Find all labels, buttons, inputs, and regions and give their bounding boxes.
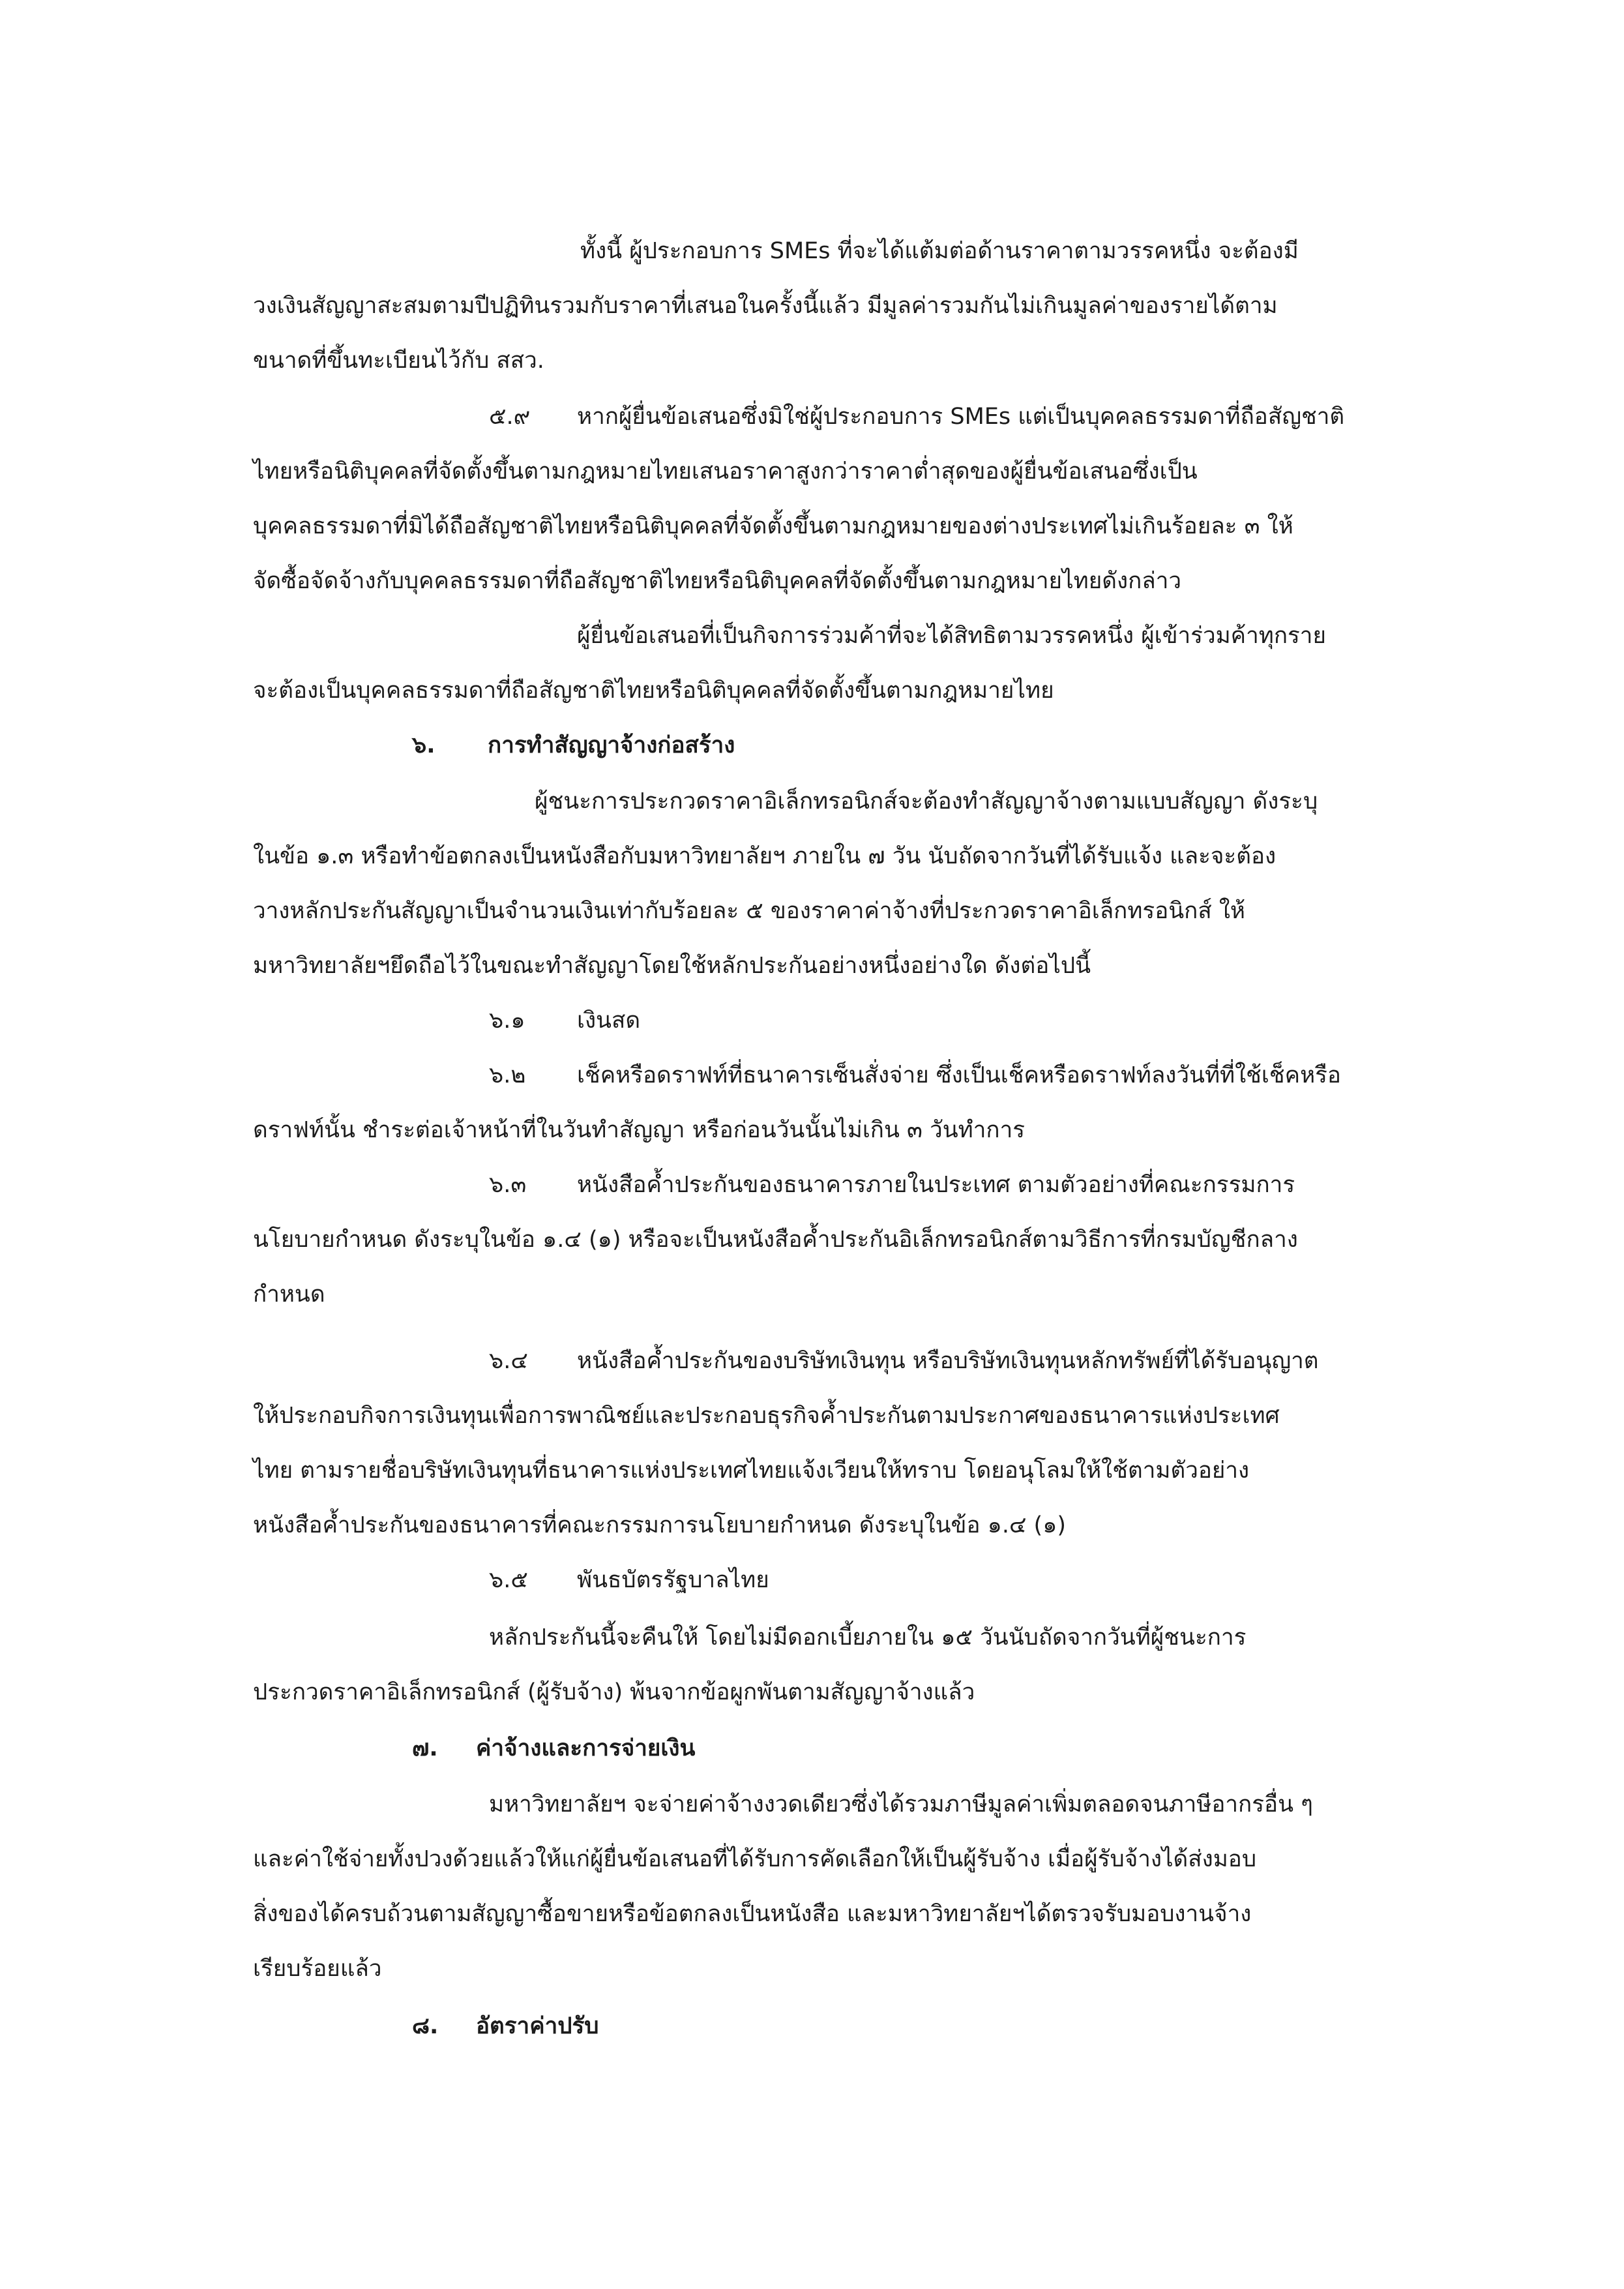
section-6-line-1: ผู้ชนะการประกวดราคาอิเล็กทรอนิกส์จะต้องทำสัญญาจ้างตามแบบสัญญา ดังระบุ	[535, 788, 1318, 815]
item-6-2-number: ๖.๒	[489, 1062, 526, 1088]
section-7-line-4: เรียบร้อยแล้ว	[253, 1956, 382, 1982]
clause-5-9-line-1: หากผู้ยื่นข้อเสนอซึ่งมิใช่ผู้ประกอบการ SMEs แต่เป็นบุคคลธรรมดาที่ถือสัญชาติ	[577, 404, 1345, 430]
item-6-4-line-3: ไทย ตามรายชื่อบริษัทเงินทุนที่ธนาคารแห่งประเทศไทยแจ้งเวียนให้ทราบ โดยอนุโลมให้ใช้ตามตัวอย่าง	[253, 1458, 1250, 1484]
item-6-4-number: ๖.๔	[489, 1348, 528, 1374]
sme-note-line-1: ทั้งนี้ ผู้ประกอบการ SMEs ที่จะได้แต้มต่อด้านราคาตามวรรคหนึ่ง จะต้องมี	[580, 238, 1299, 264]
clause-5-9-line-6: จะต้องเป็นบุคคลธรรมดาที่ถือสัญชาติไทยหรือนิติบุคคลที่จัดตั้งขึ้นตามกฎหมายไทย	[253, 678, 1054, 704]
item-6-3-number: ๖.๓	[489, 1172, 527, 1198]
item-6-5-text: พันธบัตรรัฐบาลไทย	[577, 1567, 769, 1593]
section-7-line-2: และค่าใช้จ่ายทั้งปวงด้วยแล้วให้แก่ผู้ยื่นข้อเสนอที่ได้รับการคัดเลือกให้เป็นผู้รับจ้าง เมื่อผู้รับจ้างได้ส่งมอบ	[253, 1846, 1257, 1872]
section-6-line-2: ในข้อ ๑.๓ หรือทำข้อตกลงเป็นหนังสือกับมหาวิทยาลัยฯ ภายใน ๗ วัน นับถัดจากวันที่ได้รับแจ้ง และจะต้อง	[253, 843, 1277, 869]
clause-5-9-line-4: จัดซื้อจัดจ้างกับบุคคลธรรมดาที่ถือสัญชาติไทยหรือนิติบุคคลที่จัดตั้งขึ้นตามกฎหมายไทยดังกล่าว	[253, 568, 1182, 594]
section-8-heading: อัตราค่าปรับ	[476, 2013, 599, 2039]
section-6-heading: การทำสัญญาจ้างก่อสร้าง	[488, 732, 735, 758]
guarantee-return-line-2: ประกวดราคาอิเล็กทรอนิกส์ (ผู้รับจ้าง) พ้นจากข้อผูกพันตามสัญญาจ้างแล้ว	[253, 1679, 975, 1705]
item-6-3-line-2: นโยบายกำหนด ดังระบุในข้อ ๑.๔ (๑) หรือจะเป็นหนังสือค้ำประกันอิเล็กทรอนิกส์ตามวิธีการที่กรมบัญชีกลาง	[253, 1227, 1298, 1253]
clause-5-9-line-3: บุคคลธรรมดาที่มิได้ถือสัญชาติไทยหรือนิติบุคคลที่จัดตั้งขึ้นตามกฎหมายของต่างประเทศไม่เกินร้อยละ ๓ ให้	[253, 513, 1293, 539]
sme-note-line-3: ขนาดที่ขึ้นทะเบียนไว้กับ สสว.	[253, 348, 544, 374]
item-6-4-line-4: หนังสือค้ำประกันของธนาคารที่คณะกรรมการนโยบายกำหนด ดังระบุในข้อ ๑.๔ (๑)	[253, 1512, 1067, 1538]
item-6-3-line-1: หนังสือค้ำประกันของธนาคารภายในประเทศ ตามตัวอย่างที่คณะกรรมการ	[577, 1172, 1295, 1198]
section-7-number: ๗.	[412, 1735, 438, 1761]
clause-5-9-line-2: ไทยหรือนิติบุคคลที่จัดตั้งขึ้นตามกฎหมายไทยเสนอราคาสูงกว่าราคาต่ำสุดของผู้ยื่นข้อเสนอซึ่งเป็น	[253, 458, 1198, 485]
item-6-2-line-1: เช็คหรือดราฟท์ที่ธนาคารเซ็นสั่งจ่าย ซึ่งเป็นเช็คหรือดราฟท์ลงวันที่ที่ใช้เช็คหรือ	[577, 1062, 1341, 1088]
clause-5-9-number: ๕.๙	[489, 404, 531, 430]
section-7-heading: ค่าจ้างและการจ่ายเงิน	[476, 1735, 696, 1761]
clause-5-9-line-5: ผู้ยื่นข้อเสนอที่เป็นกิจการร่วมค้าที่จะได้สิทธิตามวรรคหนึ่ง ผู้เข้าร่วมค้าทุกราย	[577, 623, 1326, 649]
section-6-number: ๖.	[412, 732, 436, 758]
section-7-line-1: มหาวิทยาลัยฯ จะจ่ายค่าจ้างงวดเดียวซึ่งได้รวมภาษีมูลค่าเพิ่มตลอดจนภาษีอากรอื่น ๆ	[489, 1791, 1313, 1818]
section-8-number: ๘.	[412, 2013, 439, 2039]
item-6-4-line-2: ให้ประกอบกิจการเงินทุนเพื่อการพาณิชย์และประกอบธุรกิจค้ำประกันตามประกาศของธนาคารแห่งประเทศ	[253, 1403, 1280, 1429]
guarantee-return-line-1: หลักประกันนี้จะคืนให้ โดยไม่มีดอกเบี้ยภายใน ๑๕ วันนับถัดจากวันที่ผู้ชนะการ	[489, 1624, 1247, 1651]
sme-note-line-2: วงเงินสัญญาสะสมตามปีปฏิทินรวมกับราคาที่เสนอในครั้งนี้แล้ว มีมูลค่ารวมกันไม่เกินมูลค่าของรายได้ตาม	[253, 293, 1278, 319]
item-6-1-number: ๖.๑	[489, 1008, 525, 1034]
section-7-line-3: สิ่งของได้ครบถ้วนตามสัญญาซื้อขายหรือข้อตกลงเป็นหนังสือ และมหาวิทยาลัยฯได้ตรวจรับมอบงานจ้าง	[253, 1901, 1252, 1927]
section-6-line-4: มหาวิทยาลัยฯยึดถือไว้ในขณะทำสัญญาโดยใช้หลักประกันอย่างหนึ่งอย่างใด ดังต่อไปนี้	[253, 953, 1091, 979]
item-6-4-line-1: หนังสือค้ำประกันของบริษัทเงินทุน หรือบริษัทเงินทุนหลักทรัพย์ที่ได้รับอนุญาต	[577, 1348, 1319, 1374]
item-6-5-number: ๖.๕	[489, 1567, 528, 1593]
item-6-2-line-2: ดราฟท์นั้น ชำระต่อเจ้าหน้าที่ในวันทำสัญญา หรือก่อนวันนั้นไม่เกิน ๓ วันทำการ	[253, 1117, 1026, 1143]
item-6-3-line-3: กำหนด	[253, 1281, 325, 1308]
section-6-line-3: วางหลักประกันสัญญาเป็นจำนวนเงินเท่ากับร้อยละ ๕ ของราคาค่าจ้างที่ประกวดราคาอิเล็กทรอนิกส์ ให้	[253, 898, 1245, 924]
item-6-1-text: เงินสด	[577, 1008, 641, 1034]
